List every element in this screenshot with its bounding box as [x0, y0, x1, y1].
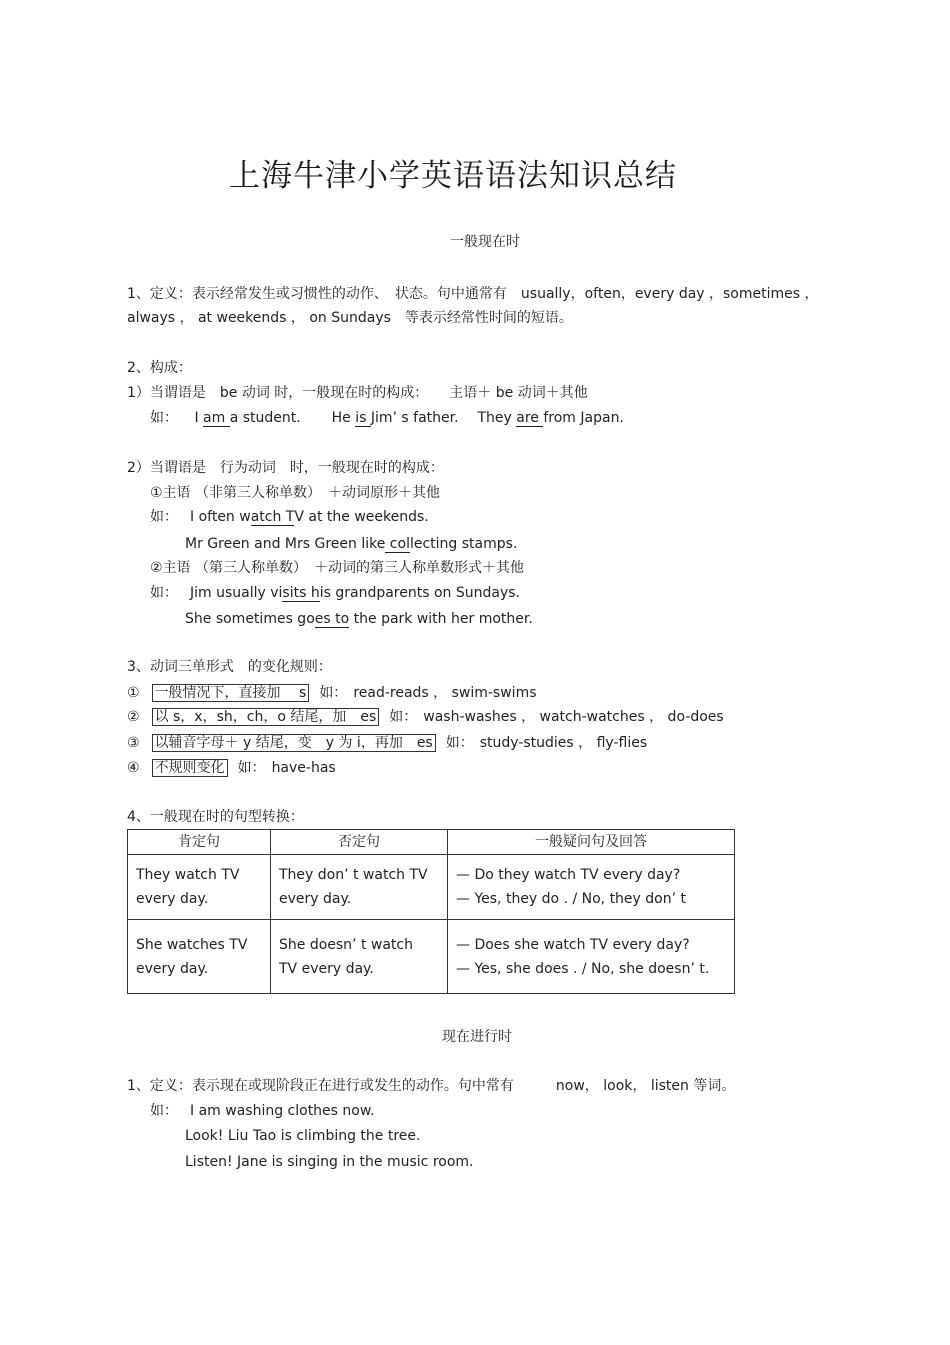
rule-example: study-studies ， fly-flies — [479, 735, 648, 751]
continuous-definition: 1、定义：表示现在或现阶段正在进行或发生的动作。句中常有 now， look， listen 等词。 — [127, 1078, 736, 1094]
continuous-example-2: Look! Liu Tao is climbing the tree. — [185, 1128, 421, 1144]
example-third-2 — [185, 610, 533, 628]
cell-text: — Yes, they do . / No, they don’ t — [456, 891, 686, 907]
be-verb-rule: 1）当谓语是 be 动词 时，一般现在时的构成： 主语＋ be 动词＋其他 — [127, 385, 588, 401]
header-affirmative: 肯定句 — [128, 830, 271, 855]
third-person-rule-2 — [127, 708, 724, 726]
question-cell — [448, 855, 735, 920]
example-text: I am washing clothes now. — [190, 1103, 375, 1119]
rule-example: have-has — [271, 760, 336, 776]
example-prefix: 如： — [150, 585, 178, 601]
example-text: He — [331, 410, 356, 426]
negative-cell — [271, 920, 448, 994]
continuous-example-1 — [150, 1102, 374, 1120]
header-negative: 否定句 — [271, 830, 448, 855]
cell-text: She doesn’ t watch — [279, 936, 413, 953]
example-text: I — [194, 410, 204, 426]
rule-number: ④ — [127, 760, 140, 776]
cell-text: every day. — [136, 960, 209, 977]
example-prefix: 如： — [389, 709, 418, 725]
rule-number: ② — [127, 709, 140, 725]
cell-text: She watches TV — [136, 936, 248, 953]
example-non-third-1 — [150, 508, 429, 526]
example-third-1 — [150, 584, 520, 602]
underlined-word: is — [355, 410, 371, 426]
example-prefix: 如： — [319, 685, 348, 701]
example-text: from Japan. — [543, 410, 624, 426]
example-prefix: 如： — [150, 410, 178, 426]
definition-line-1: 1、定义：表示经常发生或习惯性的动作、 状态。句中通常有 usually，often，every day ，sometimes ， — [127, 286, 819, 302]
rule-number: ③ — [127, 735, 140, 751]
rule-box: 一般情况下，直接加 s — [152, 684, 310, 702]
example-prefix: 如： — [237, 760, 266, 776]
example-prefix: 如： — [150, 1103, 178, 1119]
cell-text: — Yes, she does . / No, she doesn’ t. — [456, 960, 710, 977]
example-prefix: 如： — [150, 509, 178, 525]
affirmative-cell — [128, 920, 271, 994]
example-text: a student. — [229, 410, 301, 426]
rule-box: 不规则变化 — [152, 759, 228, 777]
example-text: She sometimes go — [185, 611, 315, 627]
structure-heading: 2、构成： — [127, 360, 192, 376]
negative-cell — [271, 855, 448, 920]
action-verb-rule: 2）当谓语是 行为动词 时，一般现在时的构成： — [127, 460, 444, 476]
affirmative-cell — [128, 855, 271, 920]
table-heading: 4、一般现在时的句型转换： — [127, 809, 304, 825]
table-header-row — [128, 830, 735, 855]
cell-text: They don’ t watch TV — [279, 867, 428, 883]
example-text: Jim usually vi — [190, 585, 283, 601]
rule-number: ① — [127, 685, 140, 701]
rule-example: wash-washes ， watch-watches ， do-does — [423, 709, 724, 725]
cell-text: — Do they watch TV every day? — [456, 867, 681, 883]
example-prefix: 如： — [445, 735, 474, 751]
cell-text: TV every day. — [279, 960, 374, 977]
underlined-word: es to — [314, 611, 350, 627]
underlined-word: are — [516, 410, 544, 426]
continuous-example-3: Listen! Jane is singing in the music room. — [185, 1154, 474, 1170]
section-heading-present-continuous: 现在进行时 — [442, 1029, 512, 1045]
underlined-word: atch T — [250, 509, 295, 525]
rule-third-person: ②主语 （第三人称单数） ＋动词的第三人称单数形式＋其他 — [150, 560, 524, 576]
rule-box: 以辅音字母＋ y 结尾，变 y 为 i，再加 es — [152, 734, 436, 752]
example-text: the park with her mother. — [349, 611, 533, 627]
definition-line-2: always ， at weekends ， on Sundays 等表示经常性时间的短语。 — [127, 310, 573, 326]
example-text: Jim’ s father. — [370, 410, 459, 426]
rule-example: read-reads ， swim-swims — [353, 685, 537, 701]
rule-box: 以 s，x，sh，ch，o 结尾，加 es — [152, 708, 380, 726]
example-text: is grandparents on Sundays. — [319, 585, 520, 601]
page-title: 上海牛津小学英语语法知识总结 — [229, 158, 677, 194]
sentence-transformation-table — [127, 829, 735, 994]
third-person-rules-heading: 3、动词三单形式 的变化规则： — [127, 659, 332, 675]
third-person-rule-1 — [127, 684, 537, 702]
be-verb-example-line — [150, 409, 624, 427]
example-text: V at the weekends. — [294, 509, 429, 525]
table-row — [128, 920, 735, 994]
cell-text: every day. — [136, 891, 209, 907]
cell-text: every day. — [279, 891, 352, 907]
cell-text: They watch TV — [136, 867, 240, 883]
table-row — [128, 855, 735, 920]
third-person-rule-3 — [127, 734, 647, 752]
section-heading-present-simple: 一般现在时 — [450, 234, 520, 250]
example-text: I often w — [190, 509, 251, 525]
underlined-word: col — [385, 536, 410, 552]
cell-text: — Does she watch TV every day? — [456, 936, 690, 953]
header-question: 一般疑问句及回答 — [448, 830, 735, 855]
rule-non-third-person: ①主语 （非第三人称单数） ＋动词原形＋其他 — [150, 485, 440, 501]
third-person-rule-4 — [127, 759, 336, 777]
underlined-word: sits h — [282, 585, 320, 601]
example-non-third-2 — [185, 535, 517, 553]
example-text: lecting stamps. — [409, 536, 518, 552]
underlined-word: am — [203, 410, 230, 426]
question-cell — [448, 920, 735, 994]
example-text: They — [477, 410, 517, 426]
example-text: Mr Green and Mrs Green like — [185, 536, 386, 552]
